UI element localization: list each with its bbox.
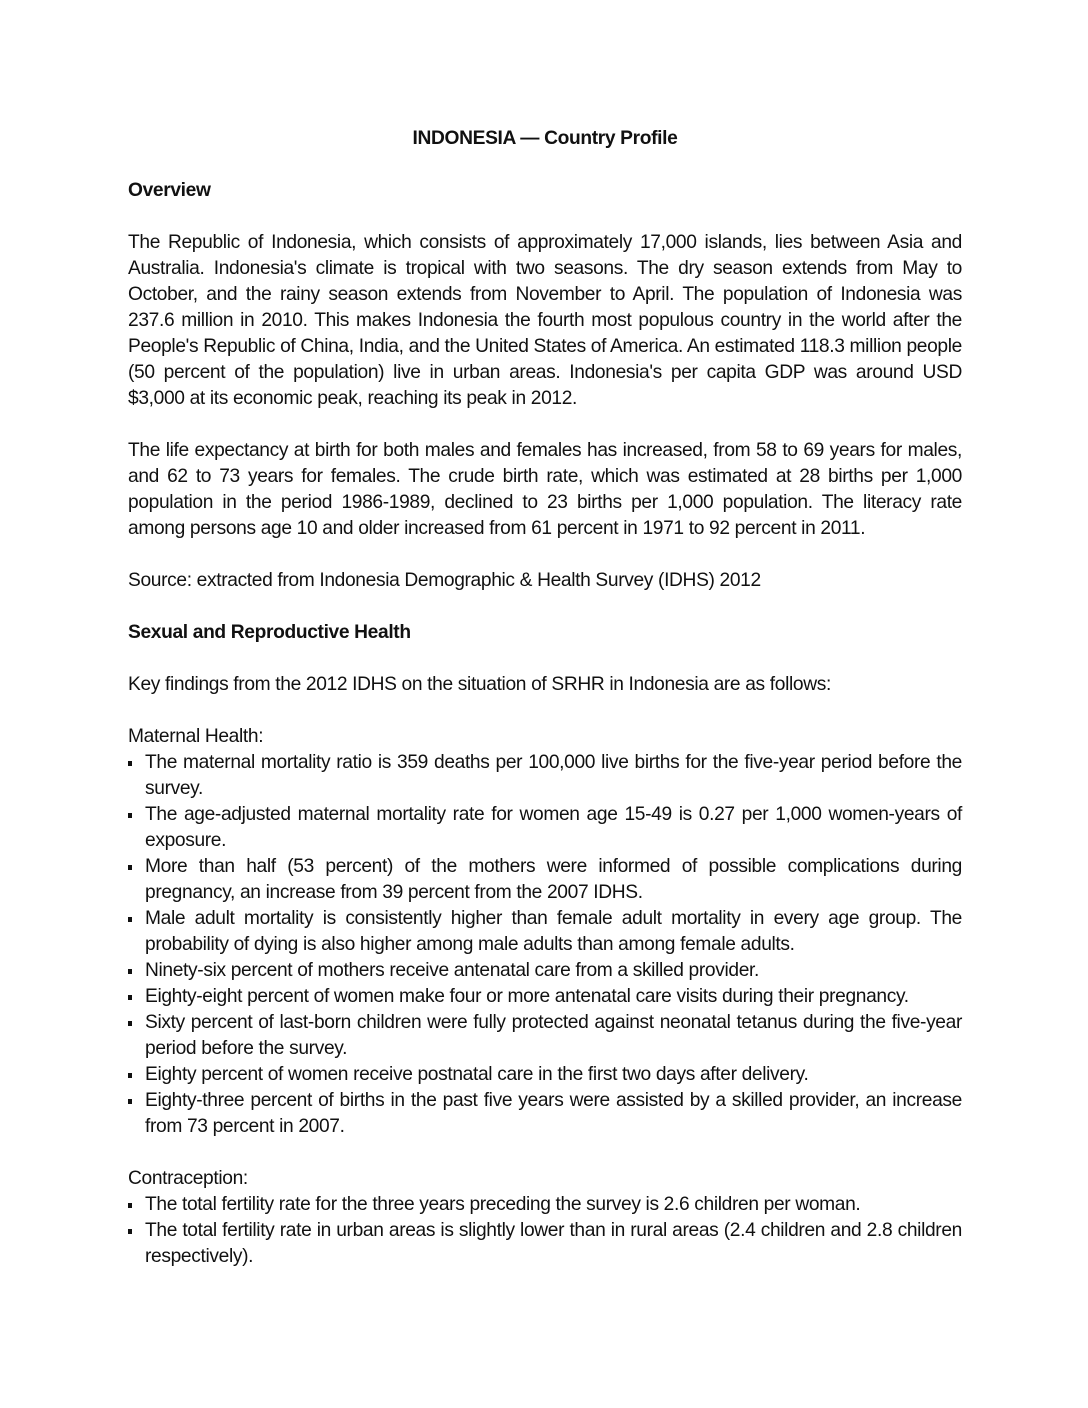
list-item-text: Sixty percent of last-born children were fully protected against neonatal tetanus during the five-year period before the survey. (145, 1012, 962, 1059)
source-note: Source: extracted from Indonesia Demographic & Health Survey (IDHS) 2012 (128, 570, 761, 591)
list-item-text: The age-adjusted maternal mortality rate for women age 15-49 is 0.27 per 1,000 women-years of exposure. (145, 804, 962, 851)
document-title: INDONESIA — Country Profile (412, 128, 678, 149)
bullet-icon (128, 1021, 132, 1026)
list-item (128, 906, 962, 958)
srh-heading: Sexual and Reproductive Health (128, 622, 411, 643)
overview-paragraph-1: The Republic of Indonesia, which consists of approximately 17,000 islands, lies between Asia and Australia. Indonesia's climate is tropical with two seasons. The dry season extends from May to October, and the rainy season extends from November to April. The population of Indonesia was 237.6 million in 2010. This makes Indonesia the fourth most populous country in the world after the People's Republic of China, India, and the United States of America. An estimated 118.3 million people (50 percent of the population) live in urban areas. Indonesia's per capita GDP was around USD $3,000 at its economic peak, reaching its peak in 2012. (128, 232, 962, 409)
list-item (128, 1192, 962, 1218)
srh-intro: Key findings from the 2012 IDHS on the situation of SRHR in Indonesia are as follows: (128, 674, 831, 695)
bullet-icon (128, 1073, 132, 1078)
list-item-text: The total fertility rate for the three years preceding the survey is 2.6 children per woman. (145, 1194, 861, 1215)
contraception-list (128, 1192, 962, 1270)
overview-paragraph-2: The life expectancy at birth for both males and females has increased, from 58 to 69 years for males, and 62 to 73 years for females. The crude birth rate, which was estimated at 28 births per 1,000 population in the period 1986-1989, declined to 23 births per 1,000 population. The literacy rate among persons age 10 and older increased from 61 percent in 1971 to 92 percent in 2011. (128, 440, 962, 539)
bullet-icon (128, 917, 132, 922)
list-item (128, 854, 962, 906)
list-item (128, 1010, 962, 1062)
list-item-text: Eighty percent of women receive postnatal care in the first two days after delivery. (145, 1064, 809, 1085)
list-item (128, 1218, 962, 1270)
list-item-text: The maternal mortality ratio is 359 deaths per 100,000 live births for the five-year period before the survey. (145, 752, 962, 799)
bullet-icon (128, 1099, 132, 1104)
maternal-health-list (128, 750, 962, 1140)
bullet-icon (128, 865, 132, 870)
overview-heading: Overview (128, 180, 211, 201)
list-item-text: More than half (53 percent) of the mothers were informed of possible complications during pregnancy, an increase from 39 percent from the 2007 IDHS. (145, 856, 962, 903)
bullet-icon (128, 969, 132, 974)
document-page (128, 126, 962, 1296)
list-item (128, 750, 962, 802)
bullet-icon (128, 995, 132, 1000)
list-item-text: Ninety-six percent of mothers receive antenatal care from a skilled provider. (145, 960, 759, 981)
list-item (128, 1088, 962, 1140)
list-item-text: Male adult mortality is consistently higher than female adult mortality in every age group. The probability of dying is also higher among male adults than among female adults. (145, 908, 962, 955)
list-item (128, 958, 962, 984)
bullet-icon (128, 813, 132, 818)
list-item (128, 1062, 962, 1088)
bullet-icon (128, 1203, 132, 1208)
list-item-text: Eighty-three percent of births in the past five years were assisted by a skilled provider, an increase from 73 percent in 2007. (145, 1090, 962, 1137)
list-item-text: The total fertility rate in urban areas is slightly lower than in rural areas (2.4 children and 2.8 children respectively). (145, 1220, 962, 1267)
list-item (128, 984, 962, 1010)
contraception-label: Contraception: (128, 1168, 248, 1189)
bullet-icon (128, 761, 132, 766)
list-item (128, 802, 962, 854)
list-item-text: Eighty-eight percent of women make four or more antenatal care visits during their pregnancy. (145, 986, 909, 1007)
maternal-health-label: Maternal Health: (128, 726, 264, 747)
bullet-icon (128, 1229, 132, 1234)
